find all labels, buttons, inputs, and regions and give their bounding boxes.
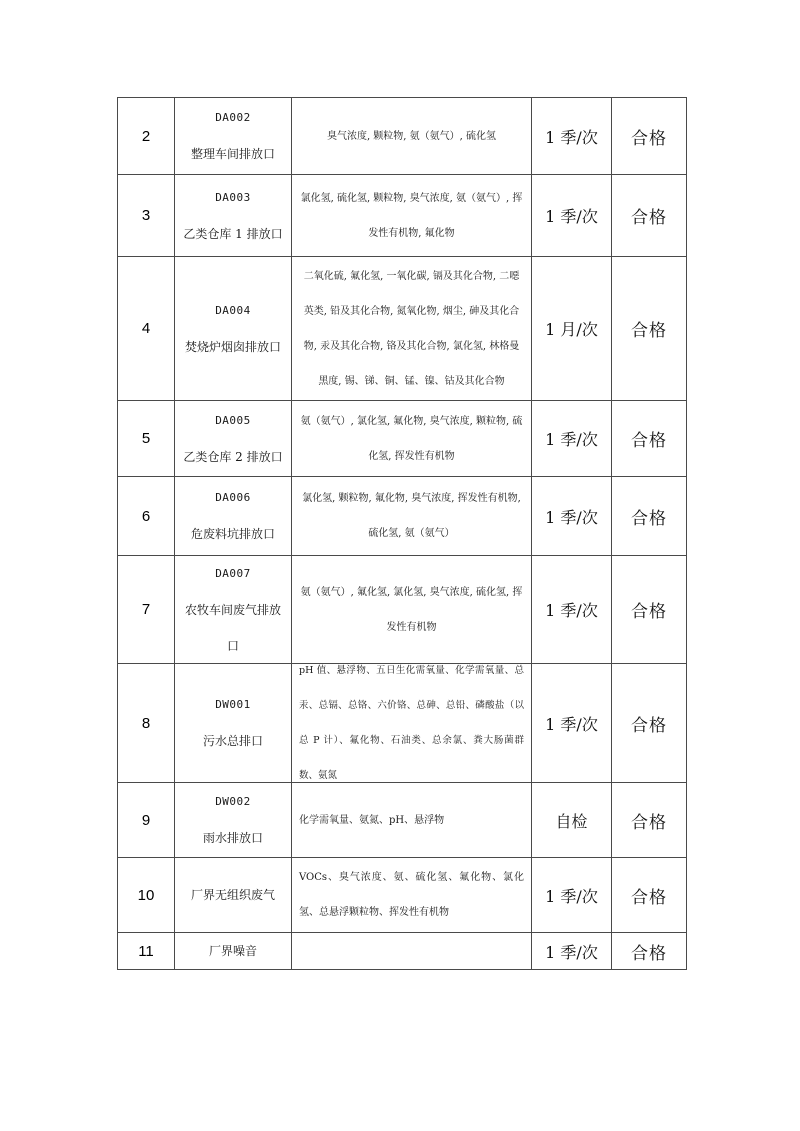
- cell-outlet: [174, 664, 291, 782]
- result-value: 合格: [631, 128, 667, 149]
- cell-pollutants: [291, 783, 531, 857]
- cell-result: [611, 477, 686, 555]
- outlet-name: 污水总排口: [202, 734, 263, 748]
- cell-outlet: [174, 783, 291, 857]
- cell-frequency: [531, 858, 611, 932]
- outlet-name: 农牧车间废气排放口: [184, 602, 281, 653]
- cell-pollutants: [291, 858, 531, 932]
- cell-outlet: [174, 933, 291, 969]
- table-row: [118, 175, 686, 257]
- table-row: [118, 858, 686, 933]
- frequency-value: 自检: [555, 811, 588, 831]
- cell-row-number: [118, 257, 174, 400]
- cell-result: [611, 401, 686, 476]
- cell-pollutants: [291, 98, 531, 174]
- cell-row-number: [118, 477, 174, 555]
- frequency-value: 1 季/次: [545, 942, 598, 962]
- cell-frequency: [531, 933, 611, 969]
- cell-frequency: [531, 257, 611, 400]
- cell-outlet: [174, 175, 291, 256]
- frequency-value: 1 季/次: [545, 601, 598, 620]
- cell-frequency: [531, 401, 611, 476]
- cell-outlet: [174, 98, 291, 174]
- cell-row-number: [118, 401, 174, 476]
- cell-result: [611, 783, 686, 857]
- frequency-value: 1 季/次: [545, 507, 598, 527]
- pollutants-text: VOCs、臭气浓度、氨、硫化氢、氟化物、氯化氢、总悬浮颗粒物、挥发性有机物: [299, 872, 524, 918]
- cell-result: [611, 664, 686, 782]
- cell-row-number: [118, 175, 174, 256]
- pollutants-text: pH 值、悬浮物、五日生化需氧量、化学需氧量、总汞、总镉、总铬、六价铬、总砷、总铅、磷酸盐（以总 P 计）、氟化物、石油类、总余氯、粪大肠菌群数、氨氮: [299, 665, 524, 781]
- frequency-value: 1 季/次: [545, 886, 598, 906]
- outlet-name: 厂界无组织废气: [190, 888, 275, 902]
- cell-frequency: [531, 783, 611, 857]
- result-value: 合格: [631, 321, 667, 341]
- cell-result: [611, 933, 686, 969]
- outlet-name: 焚烧炉烟囱排放口: [184, 339, 281, 354]
- cell-pollutants: [291, 401, 531, 476]
- cell-frequency: [531, 477, 611, 555]
- result-value: 合格: [631, 431, 667, 451]
- outlet-code: DA005: [215, 413, 251, 427]
- cell-outlet: [174, 556, 291, 663]
- outlet-code: DA007: [215, 566, 251, 580]
- cell-row-number: [118, 98, 174, 174]
- frequency-value: 1 季/次: [545, 714, 598, 734]
- row-number: 5: [141, 430, 151, 447]
- frequency-value: 1 季/次: [545, 127, 598, 147]
- outlet-code: DA002: [215, 111, 251, 124]
- outlet-code: DA003: [215, 190, 251, 204]
- cell-row-number: [118, 858, 174, 932]
- pollutants-text: 二氧化硫, 氟化氢, 一氧化碳, 镉及其化合物, 二噁英类, 铅及其化合物, 氮氧化物, 烟尘, 砷及其化合物, 汞及其化合物, 铬及其化合物, 氯化氢, 林格曼黑度, 锡、锑、铜、锰、镍、钴及其化合物: [303, 270, 520, 387]
- cell-pollutants: [291, 556, 531, 663]
- result-value: 合格: [631, 208, 667, 228]
- row-number: 2: [141, 127, 151, 145]
- cell-result: [611, 175, 686, 256]
- cell-frequency: [531, 664, 611, 782]
- frequency-value: 1 月/次: [545, 320, 598, 339]
- row-number: 8: [141, 714, 151, 732]
- outlet-code: DA004: [215, 303, 251, 317]
- pollutants-text: 氨（氨气）, 氟化氢, 氯化氢, 臭气浓度, 硫化氢, 挥发性有机物: [300, 586, 523, 633]
- outlet-name: 乙类仓库 1 排放口: [183, 226, 283, 241]
- pollutants-text: 氨（氨气）, 氯化氢, 氟化物, 臭气浓度, 颗粒物, 硫化氢, 挥发性有机物: [300, 415, 523, 462]
- cell-row-number: [118, 664, 174, 782]
- result-value: 合格: [631, 943, 667, 964]
- frequency-value: 1 季/次: [545, 430, 598, 449]
- cell-frequency: [531, 556, 611, 663]
- pollutants-text: 化学需氧量、氨氮、pH、悬浮物: [299, 814, 445, 826]
- cell-result: [611, 556, 686, 663]
- table-row: [118, 477, 686, 556]
- row-number: 9: [141, 811, 151, 829]
- result-value: 合格: [631, 715, 667, 736]
- pollutants-text: 氯化氢, 颗粒物, 氟化物, 臭气浓度, 挥发性有机物, 硫化氢, 氨（氨气）: [302, 493, 521, 539]
- cell-pollutants: [291, 664, 531, 782]
- cell-frequency: [531, 175, 611, 256]
- row-number: 3: [141, 207, 151, 224]
- cell-row-number: [118, 556, 174, 663]
- cell-frequency: [531, 98, 611, 174]
- outlet-name: 乙类仓库 2 排放口: [183, 449, 283, 464]
- cell-outlet: [174, 858, 291, 932]
- cell-outlet: [174, 257, 291, 400]
- result-value: 合格: [631, 602, 667, 622]
- table-row: [118, 556, 686, 664]
- row-number: 4: [141, 320, 151, 337]
- row-number: 6: [141, 507, 151, 525]
- table-row: [118, 933, 686, 969]
- result-value: 合格: [631, 812, 667, 833]
- table-row: [118, 257, 686, 401]
- outlet-code: DW002: [215, 795, 251, 808]
- row-number: 11: [138, 942, 154, 960]
- cell-pollutants: [291, 175, 531, 256]
- outlet-name: 危废料坑排放口: [190, 527, 275, 541]
- table-row: [118, 98, 686, 175]
- table-row: [118, 664, 686, 783]
- cell-pollutants: [291, 257, 531, 400]
- row-number: 7: [141, 601, 151, 618]
- cell-row-number: [118, 933, 174, 969]
- cell-pollutants: [291, 477, 531, 555]
- outlet-name: 厂界噪音: [208, 944, 257, 958]
- row-number: 10: [137, 886, 155, 904]
- result-value: 合格: [631, 887, 667, 908]
- pollutants-text: 氯化氢, 硫化氢, 颗粒物, 臭气浓度, 氨（氨气）, 挥发性有机物, 氟化物: [300, 192, 523, 239]
- cell-outlet: [174, 477, 291, 555]
- outlet-code: DA006: [215, 491, 251, 504]
- pollutants-text: 臭气浓度, 颗粒物, 氨（氨气）, 硫化氢: [326, 130, 497, 142]
- cell-pollutants: [291, 933, 531, 969]
- table-row: [118, 401, 686, 477]
- cell-outlet: [174, 401, 291, 476]
- result-value: 合格: [631, 508, 667, 529]
- cell-result: [611, 98, 686, 174]
- frequency-value: 1 季/次: [545, 207, 598, 226]
- outlet-code: DW001: [215, 698, 251, 711]
- outlet-name: 整理车间排放口: [190, 147, 275, 161]
- monitoring-table: [117, 97, 687, 970]
- table-row: [118, 783, 686, 858]
- cell-result: [611, 858, 686, 932]
- cell-result: [611, 257, 686, 400]
- outlet-name: 雨水排放口: [202, 831, 263, 845]
- cell-row-number: [118, 783, 174, 857]
